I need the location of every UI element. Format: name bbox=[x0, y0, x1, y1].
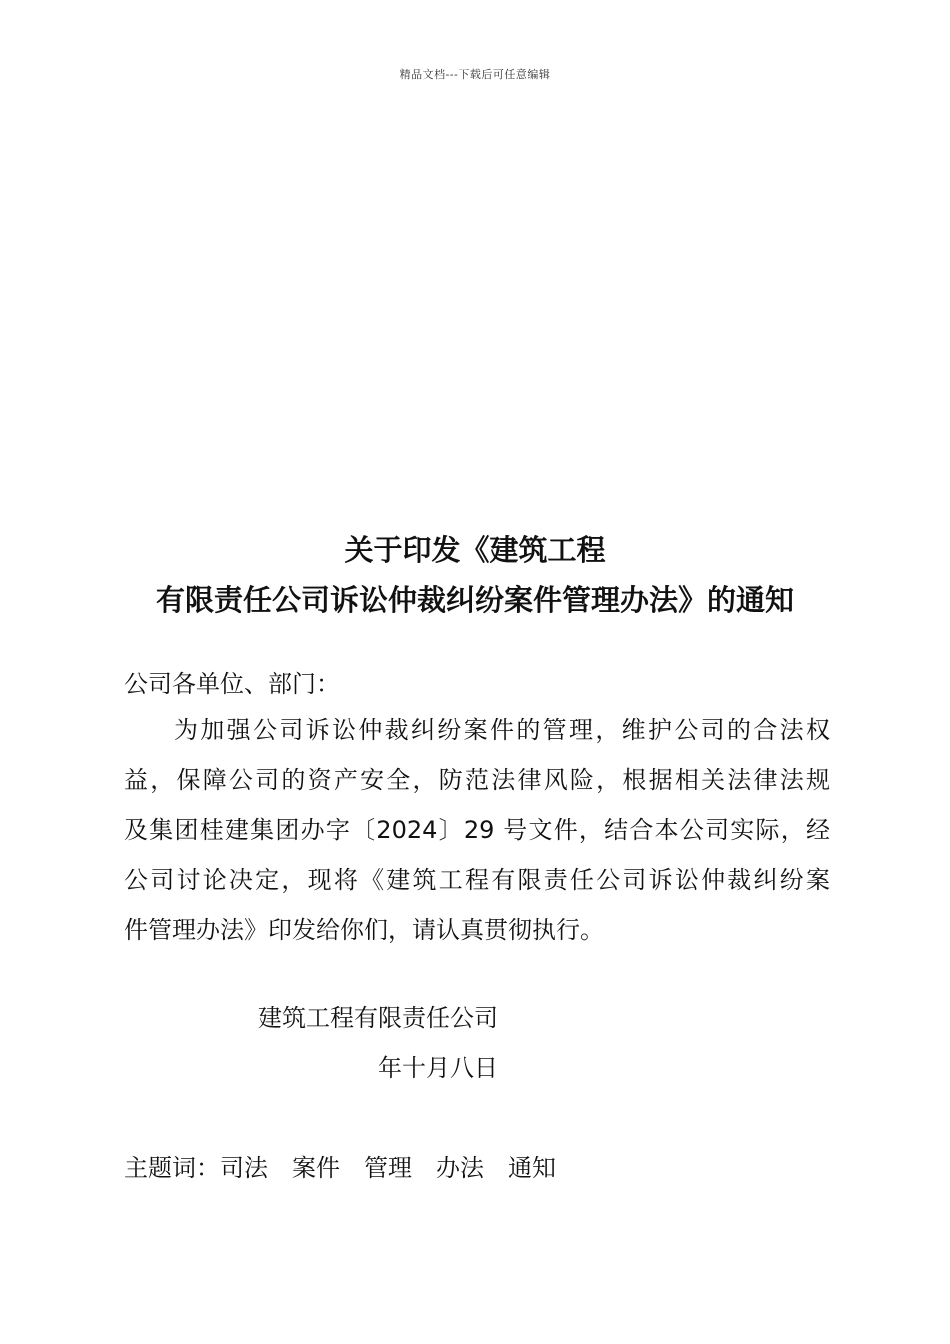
document-title-line-2: 有限责任公司诉讼仲裁纠纷案件管理办法》的通知 bbox=[155, 583, 794, 617]
keyword-item: 通知 bbox=[508, 1154, 556, 1182]
signer-organization: 建筑工程有限责任公司 bbox=[258, 1004, 498, 1032]
header-note: 精品文档---下载后可任意编辑 bbox=[399, 68, 551, 81]
paragraph-line: 公司讨论决定，现将《建筑工程有限责任公司诉讼仲裁纠纷案 bbox=[124, 866, 830, 894]
subject-keywords bbox=[124, 1148, 580, 1183]
issue-date: 年十月八日 bbox=[378, 1054, 498, 1082]
keyword-item: 管理 bbox=[364, 1154, 412, 1182]
keyword-item: 司法 bbox=[220, 1154, 268, 1182]
keywords-label: 主题词： bbox=[124, 1154, 220, 1182]
document-title-line-1: 关于印发《建筑工程 bbox=[344, 533, 606, 567]
paragraph-line: 及集团桂建集团办字〔2024〕29 号文件，结合本公司实际，经 bbox=[124, 816, 830, 844]
paragraph-line: 件管理办法》印发给你们，请认真贯彻执行。 bbox=[124, 916, 604, 944]
salutation: 公司各单位、部门： bbox=[124, 670, 340, 698]
keyword-item: 办法 bbox=[436, 1154, 484, 1182]
keyword-item: 案件 bbox=[292, 1154, 340, 1182]
paragraph-line: 为加强公司诉讼仲裁纠纷案件的管理，维护公司的合法权 bbox=[174, 716, 830, 744]
paragraph-line: 益，保障公司的资产安全，防范法律风险，根据相关法律法规 bbox=[124, 766, 830, 794]
